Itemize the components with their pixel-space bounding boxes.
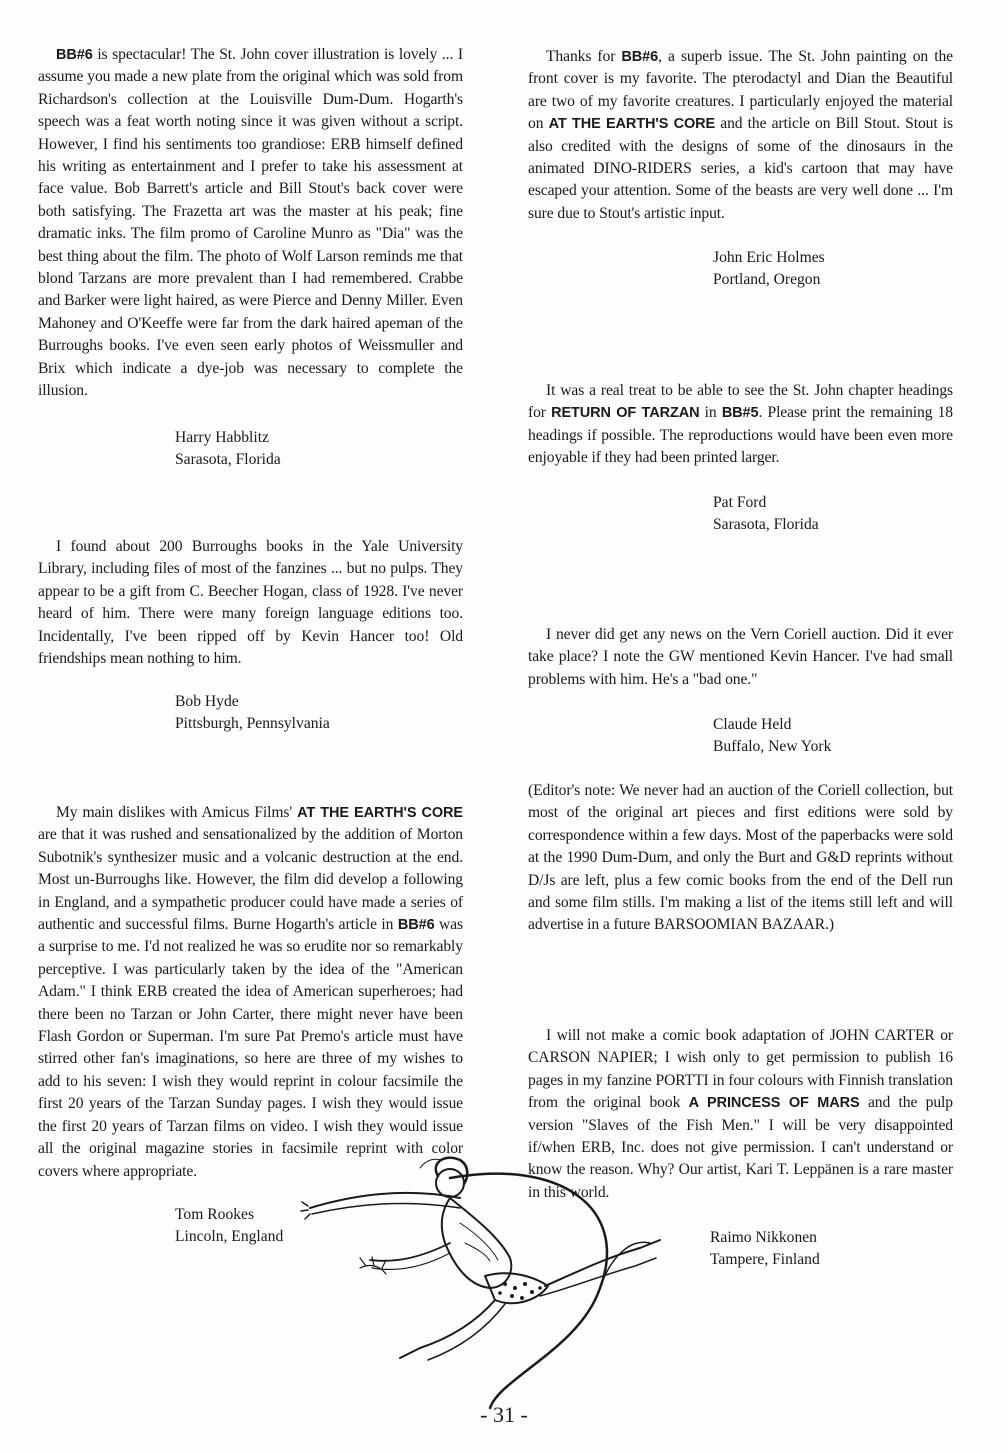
- signature-place: Portland, Oregon: [713, 271, 821, 289]
- signature-place: Sarasota, Florida: [713, 516, 819, 534]
- letter-text: , a superb issue. The St. John painting on the front cover is my favorite. The pterodactyl and Dian the Beautiful are two of my favorite creatures. I particularly enjoyed the material on: [528, 48, 953, 133]
- bold-title-text: A PRINCESS OF MARS: [688, 1095, 860, 1112]
- signature-holmes: [713, 247, 825, 292]
- letter-hyde: [38, 536, 463, 670]
- page-number: - 31 -: [480, 1402, 528, 1427]
- editors-note: [528, 780, 953, 937]
- letter-text: was a surprise to me. I'd not realized he was so erudite nor so remarkably perceptive. I was particularly taken by the idea of the "American Adam." I think ERB created the idea of American superheroes; had there been no Tarzan or John Carter, there might never have been Flash Gordon or Superman. I'm sure Pat Premo's article must have stirred other fan's imaginations, so here are three of my wishes to add to his seven: I wish they would reprint in colour facsimile the first 20 years of the Tarzan Sunday pages. I wish they would issue the first 20 years of Tarzan films on video. I wish they would issue all the original magazine stories in facsimile reprint with color covers where appropriate.: [38, 916, 464, 1180]
- signature-name: Claude Held: [713, 716, 792, 733]
- signature-place: Pittsburgh, Pennsylvania: [175, 715, 330, 733]
- letter-rookes: [38, 802, 463, 1183]
- bold-title-text: RETURN OF TARZAN: [551, 405, 700, 422]
- signature-place: Lincoln, England: [175, 1228, 284, 1246]
- signature-place: Sarasota, Florida: [175, 451, 281, 469]
- signature-name: Tom Rookes: [175, 1206, 255, 1223]
- letter-text: and the pulp version "Slaves of the Fish Men." I will be very disappointed if/when ERB, Inc. does not give permission. I can't understand or know the reason. Why? Our artist, Kari T. Leppänen is a rare master in this world.: [528, 1094, 953, 1201]
- signature-name: John Eric Holmes: [713, 249, 825, 266]
- signature-held: [713, 714, 831, 759]
- letter-text: in: [699, 404, 722, 422]
- letter-text: (Editor's note: We never had an auction of the Coriell collection, but most of the original art pieces and first editions were sold by correspondence within a few days. Most of the paperbacks were sold at the 1990 Dum-Dum, and only the Burt and G&D reprints without D/Js are left, plus a few comic books from the end of the Dell run and some film stills. I'm making a list of the items still left and will advertise in a future BARSOOMIAN BAZAAR.): [528, 782, 953, 934]
- letter-text: . Please print the remaining 18 headings if possible. The reproductions would have been even more enjoyable if they had been printed larger.: [528, 404, 953, 467]
- bold-title-text: BB#6: [621, 49, 659, 65]
- letter-holmes: [528, 46, 953, 225]
- signature-place: Tampere, Finland: [710, 1251, 820, 1269]
- bold-title-text: BB#6: [56, 47, 93, 63]
- letter-text: Thanks for: [546, 48, 622, 65]
- letter-text: and the article on Bill Stout. Stout is also credited with the designs of some of the dinosaurs in the animated DINO-RIDERS series, a kid's cartoon that may have escaped your attention. Some of the beasts are very well done ... I'm sure due to Stout's artistic input.: [528, 115, 953, 222]
- letter-text: My main dislikes with Amicus Films': [56, 804, 298, 821]
- signature-place: Buffalo, New York: [713, 738, 832, 756]
- bold-title-text: AT THE EARTH'S CORE: [548, 116, 716, 133]
- letter-ford: [528, 380, 953, 470]
- letter-habblitz: [38, 44, 463, 403]
- bold-title-text: BB#5: [721, 405, 759, 422]
- bold-title-text: AT THE EARTH'S CORE: [297, 805, 463, 821]
- letter-text: I will not make a comic book adaptation of JOHN CARTER or CARSON NAPIER; I wish only to get permission to publish 16 pages in my fanzine PORTTI in four colours with Finnish translation from the original book: [528, 1027, 953, 1112]
- letter-text: are that it was rushed and sensationalized by the addition of Morton Subotnik's synthesizer music and a volcanic destruction at the end. Most un-Burroughs like. However, the film did develop a following in England, and a sympathetic producer could have made a series of authentic and successful films. Burne Hogarth's article in: [38, 826, 463, 934]
- letter-text: is spectacular! The St. John cover illustration is lovely ... I assume you made a new plate from the original which was sold from Richardson's collection at the Louisville Dum-Dum. Hogarth's speech was a feat worth noting since it was given without a script. However, I find his sentiments too grandiose: ERB himself defined his writing as entertainment and I prefer to take his assessment at face value. Bob Barrett's article and Bill Stout's back cover were both satisfying. The Frazetta art was the master at his peak; fine dramatic inks. The film promo of Caroline Munro as "Dia" was the best thing about the film. The photo of Wolf Larson reminds me that blond Tarzans are more prevalent than I had remembered. Crabbe and Barker were light haired, as were Pierce and Denny Miller. Even Mahoney and O'Keeffe were far from the dark haired apeman of the Burroughs books. I've even seen early photos of Weissmuller and Brix which indicate a dye-job was necessary to complete the illusion.: [38, 46, 463, 400]
- signature-habblitz: [175, 427, 281, 472]
- signature-rookes: [175, 1204, 283, 1249]
- signature-ford: [713, 492, 819, 537]
- letter-text: It was a real treat to be able to see the St. John chapter headings for: [528, 382, 953, 422]
- letter-held: [528, 624, 953, 691]
- signature-name: Harry Habblitz: [175, 429, 269, 446]
- letter-text: I never did get any news on the Vern Coriell auction. Did it ever take place? I note the GW mentioned Kevin Hancer. I've had small problems with him. He's a "bad one.": [528, 626, 953, 688]
- signature-hyde: [175, 691, 330, 736]
- tarzan-leaping-illustration-icon: [300, 1148, 740, 1418]
- letter-text: I found about 200 Burroughs books in the Yale University Library, including files of most of the fanzines ... but no pulps. They appear to be a gift from C. Beecher Hogan, class of 1928. I've never heard of him. There were many foreign language editions too. Incidentally, I've been ripped off by Kevin Hancer too! Old friendships mean nothing to him.: [38, 538, 463, 668]
- bold-title-text: BB#6: [397, 917, 435, 934]
- signature-name: Raimo Nikkonen: [710, 1229, 817, 1246]
- signature-name: Bob Hyde: [175, 693, 239, 710]
- signature-name: Pat Ford: [713, 494, 767, 511]
